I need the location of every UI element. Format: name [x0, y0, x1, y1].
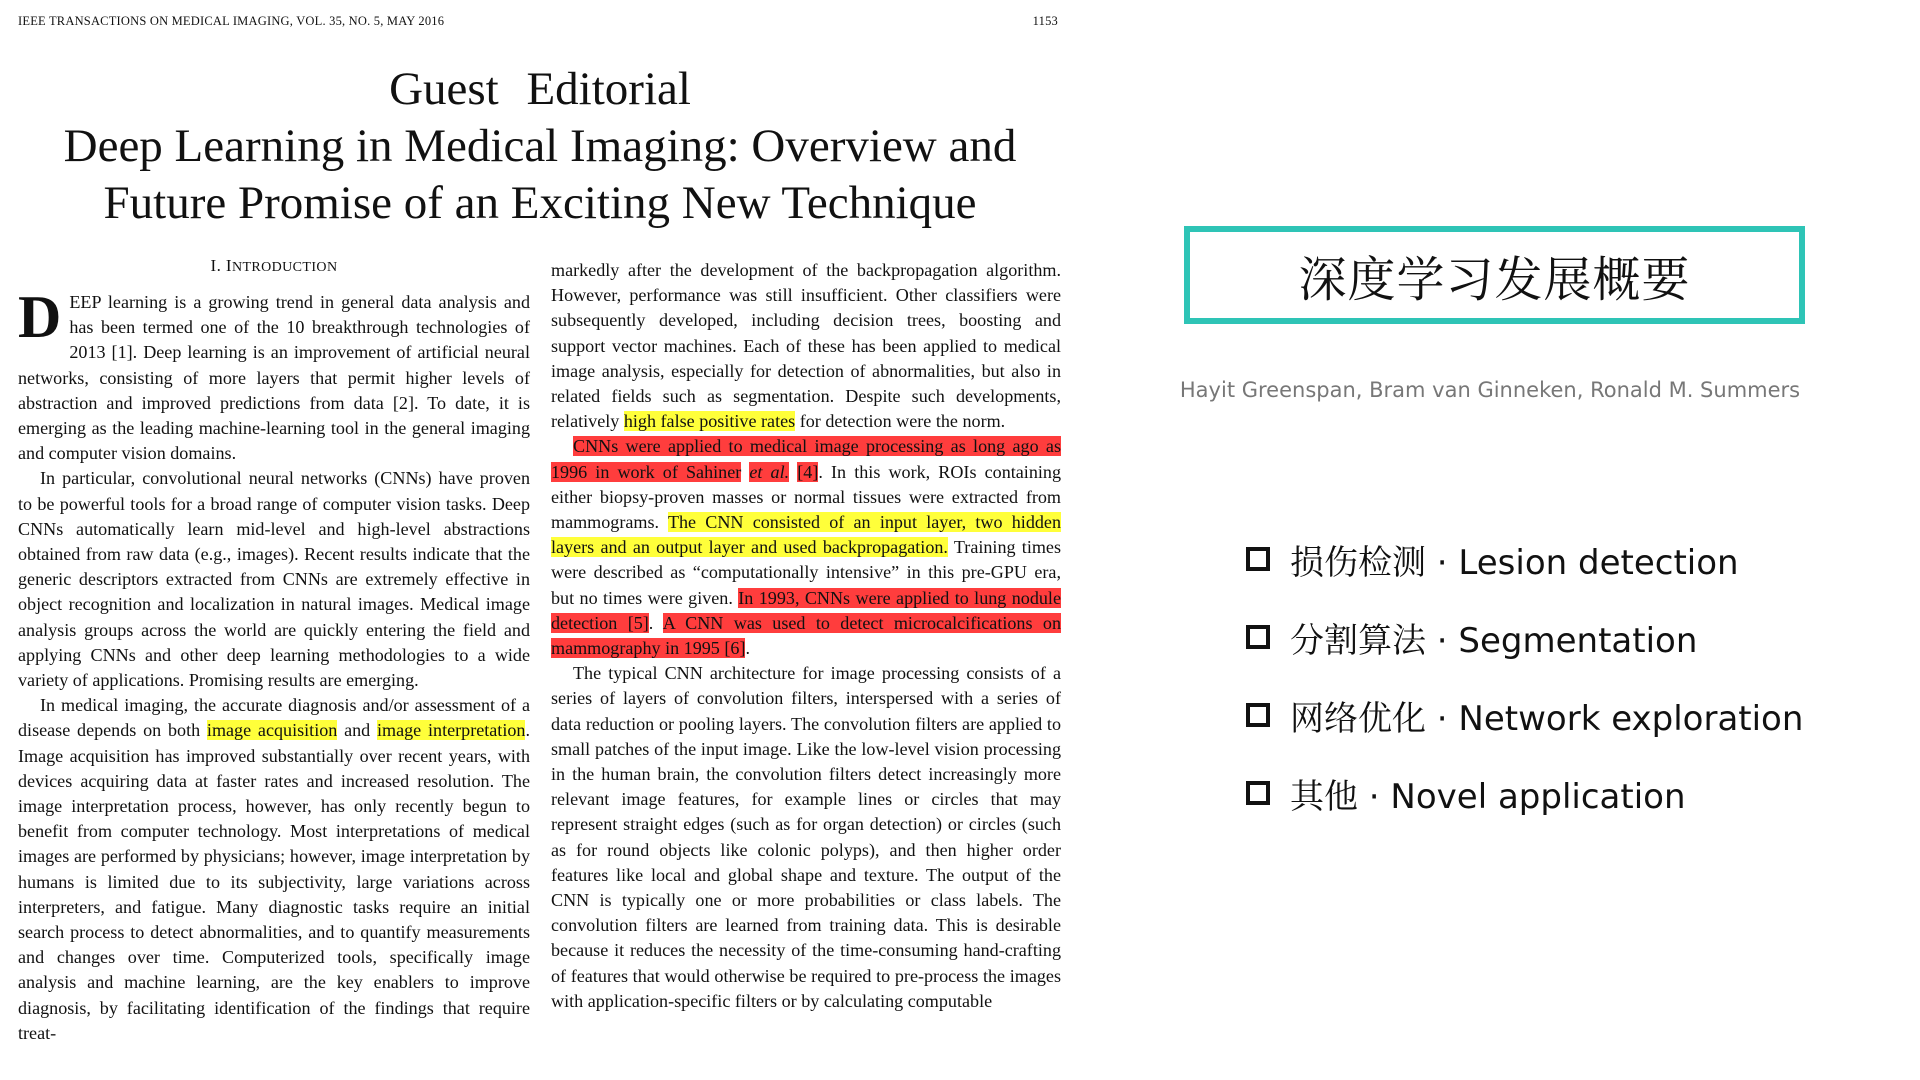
topic-item-segmentation [1246, 598, 1886, 676]
section-initial: I [225, 256, 232, 275]
topic-label: 损伤检测 · Lesion detection [1290, 542, 1739, 583]
page-number: 1153 [1032, 14, 1058, 28]
paragraph-3 [18, 693, 530, 1046]
paragraph-r1 [551, 258, 1061, 434]
topic-label: 分割算法 · Segmentation [1290, 620, 1698, 661]
text-run: . [745, 638, 751, 659]
topic-item-network-exploration [1246, 676, 1886, 754]
paragraph-1-text: EEP learning is a growing trend in general data analysis and has been termed one of the 10 breakthrough technologies of 2013 [1]. Deep learning is an improvement of artificial neural networks, consisting of more layers that permit higher levels of abstraction and improved predictions from data [2]. To date, it is emerging as the leading machine-learning tool in the general imaging and computer vision domains. [18, 292, 530, 464]
guest-editorial-label: Guest Editorial [389, 63, 691, 115]
topic-label: 网络优化 · Network exploration [1290, 698, 1804, 739]
highlight-cnn-architecture: The CNN consisted of an input layer, two hidden layers and an output layer and used backpropagation. [551, 512, 1061, 558]
topic-item-novel-application [1246, 754, 1886, 832]
section-number: I. [210, 256, 222, 275]
paragraph-2: In particular, convolutional neural networks (CNNs) have proven to be powerful tools for a broad range of computer vision tasks. Deep CNNs automatically learn mid-level and high-level abstractions obtained from raw data (e.g., images). Recent results indicate that the generic descriptors extracted from CNNs are extremely effective in object recognition and localization in natural images. Medical image analysis groups across the world are quickly entering the field and applying CNNs and other deep learning methodologies to a wide variety of applications. Promising results are emerging. [18, 468, 530, 691]
highlight-false-positive: high false positive rates [623, 411, 796, 432]
text-run: In medical imaging, the accurate diagnosis and/or assessment of a disease depends on both [18, 695, 530, 741]
topic-label: 其他 · Novel application [1290, 776, 1686, 817]
checkbox-icon [1246, 547, 1270, 571]
paper-title-line-2: Future Promise of an Exciting New Technique [103, 177, 977, 229]
highlight-image-acquisition: image acquisition [206, 720, 338, 741]
drop-cap: D [18, 284, 62, 350]
highlight-red-lung-nodule: In 1993, CNNs were applied to lung nodule detection [5] [551, 587, 1061, 633]
topic-item-lesion-detection [1246, 520, 1886, 598]
checkbox-icon [1246, 703, 1270, 727]
text-run: . [648, 612, 663, 633]
left-column [18, 284, 530, 1046]
paragraph-r3: The typical CNN architecture for image processing consists of a series of layers of convolution filters, interspersed with a series of data reduction or pooling layers. The convolution filters are applied to small patches of the input image. Like the low-level vision processing in the human brain, the convolution filters detect increasingly more relevant image features, for example lines or circles that may represent straight edges (such as for organ detection) or circles (such as for round objects like colonic polyps), and then higher order features like local and global shape and texture. The output of the CNN is typically one or more probabilities or class labels. The convolution filters are learned from training data. This is desirable because it reduces the necessity of the time-consuming hand-crafting of features that would otherwise be required to pre-process the images with application-specific filters or by calculating computable [551, 663, 1061, 1011]
text-run: for detection were the norm. [795, 411, 1006, 432]
section-rest: NTRODUCTION [231, 260, 338, 275]
title-block [0, 60, 1080, 232]
author-list: Hayit Greenspan, Bram van Ginneken, Ronald M. Summers [1179, 378, 1801, 402]
text-run: and [337, 720, 377, 741]
right-column [551, 258, 1061, 1014]
paper-title-line-1: Deep Learning in Medical Imaging: Overview and [63, 120, 1017, 172]
highlight-red-etal: et al. [749, 461, 790, 482]
text-run: Training times were described as “computationally intensive” in this pre-GPU era, but no times were given. [551, 537, 1061, 608]
highlight-red-ref4: [4] [797, 461, 819, 482]
highlight-red-sahiner: CNNs were applied to medical image processing as long ago as 1996 in work of Sahiner [551, 436, 1061, 482]
running-header [18, 14, 1058, 30]
paragraph-r2 [551, 434, 1061, 661]
checkbox-icon [1246, 781, 1270, 805]
topic-list [1246, 520, 1886, 832]
text-run: . Image acquisition has improved substantially over recent years, with devices acquiring data at faster rates and increased resolution. The image interpretation process, however, has only recently begun to benefit from computer technology. Most interpretations of medical images are performed by physicians; however, image interpretation by humans is limited due to its subjectivity, large variations across interpreters, and fatigue. Many diagnostic tasks require an initial search process to detect abnormalities, and to quantify measurements and changes over time. Computerized tools, specifically image analysis and machine learning, are the key enablers to improve diagnosis, by facilitating identification of the findings that require treat- [18, 720, 530, 1043]
text-run: . In this work, ROIs containing either biopsy-proven masses or normal tissues were extracted from mammograms. [551, 461, 1061, 533]
journal-citation: IEEE TRANSACTIONS ON MEDICAL IMAGING, VOL. 35, NO. 5, MAY 2016 [18, 14, 445, 28]
text-run: markedly after the development of the backpropagation algorithm. However, performance was still insufficient. Other classifiers were subsequently developed, including decision trees, boosting and support vector machines. Each of these has been applied to medical image analysis, especially for detection of abnormalities, but also in related fields such as segmentation. Despite such developments, relatively [551, 260, 1061, 432]
checkbox-icon [1246, 625, 1270, 649]
section-heading [18, 256, 530, 276]
slide-title-box [1184, 226, 1805, 324]
slide-title: 深度学习发展概要 [1298, 251, 1691, 308]
paragraph-1 [18, 284, 530, 466]
highlight-image-interpretation: image interpretation [377, 720, 526, 741]
highlight-red-microcalcifications: A CNN was used to detect microcalcifications on mammography in 1995 [6] [551, 612, 1061, 659]
